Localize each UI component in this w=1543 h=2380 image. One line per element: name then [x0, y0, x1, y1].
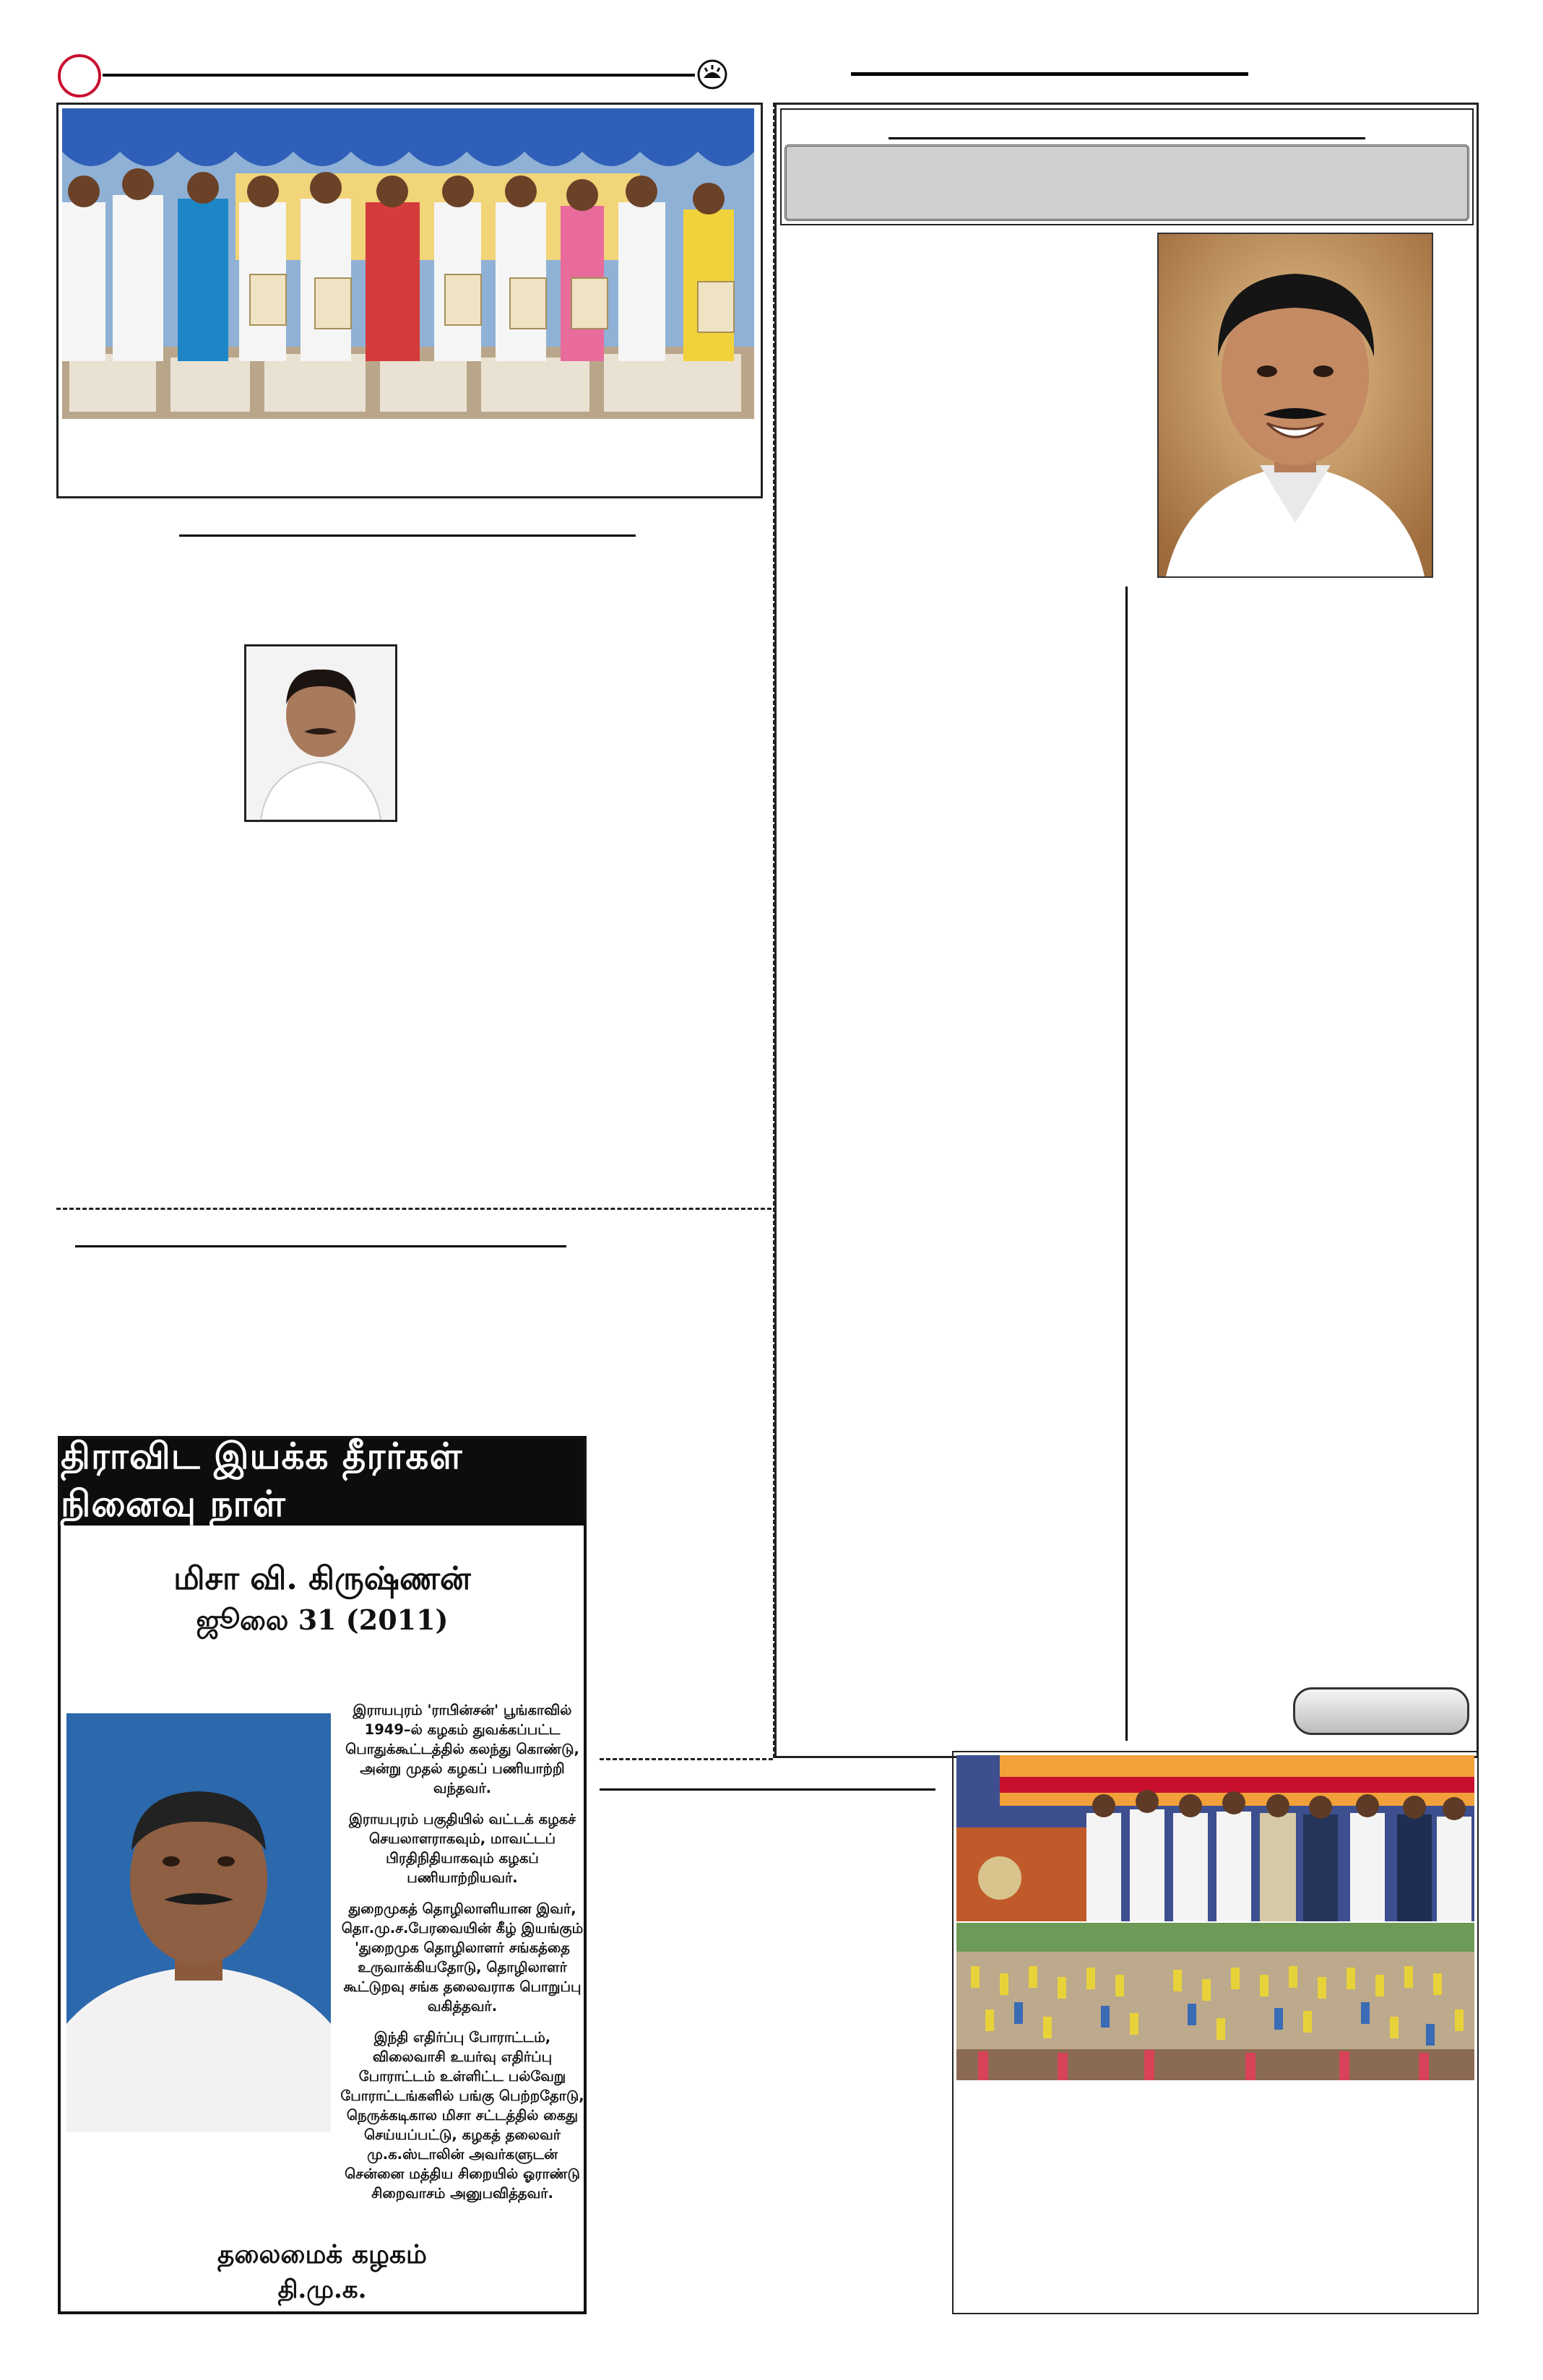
masthead-rule-right [851, 72, 1248, 76]
memorial-bio-paragraph: இராயபுரம் 'ராபின்சன்' பூங்காவில் 1949–ல் கழகம் துவக்கப்பட்ட பொதுக்கூட்டத்தில் கலந்து கொண்டு, அன்று முதல் கழகப் பணியாற்றி வந்தவர். [345, 1702, 579, 1796]
school-uniform-distribution-photo [62, 108, 754, 419]
right-kicker-rule [889, 137, 1365, 139]
bottom-story-headline-rule [600, 1788, 935, 1791]
continued-badge [1293, 1687, 1469, 1735]
memorial-date: ஜூலை 31 (2011) [196, 1604, 449, 1636]
book-of-records-event-photo [956, 1755, 1474, 1921]
memorial-biography [338, 1700, 587, 2215]
second-story-headline-rule [75, 1245, 566, 1247]
memorial-footer-org: தலைமைக் கழகம் [217, 2239, 427, 2269]
rising-sun-emblem-icon [697, 59, 727, 90]
memorial-bio-paragraph: இராயபுரம் பகுதியில் வட்டக் கழகச் செயலாளராகவும், மாவட்டப் பிரதிநிதியாகவும் கழகப் பணியாற்றியவர். [348, 1811, 576, 1886]
memorial-title: திராவிட இயக்க தீரர்கள் நினைவு நாள் [61, 1439, 584, 1526]
official-portrait-photo [244, 644, 397, 822]
memorial-advert [58, 1436, 587, 2314]
page-number-circle [58, 54, 101, 98]
memorial-bio-paragraph: துறைமுகத் தொழிலாளியான இவர், தொ.மு.ச.பேரவையின் கீழ் இயங்கும் 'துறைமுக தொழிலாளர் சங்கத்தை உருவாக்கியதோடு, தொழிலாளர் கூட்டுறவு சங்க தலைவராக பொறுப்பு வகித்தவர். [341, 1900, 584, 2015]
masthead-rule-left [103, 74, 695, 77]
right-inner-column-rule [1125, 587, 1128, 1741]
memorial-person-name: மிசா வி. கிருஷ்ணன் [173, 1560, 471, 1597]
left-section-separator [56, 1208, 772, 1210]
right-headline-banner [785, 144, 1469, 221]
chief-minister-portrait-photo [1157, 233, 1433, 578]
memorial-portrait-photo [66, 1713, 331, 2132]
memorial-footer-party: தி.மு.க. [277, 2275, 367, 2304]
bottom-middle-separator [600, 1758, 773, 1760]
memorial-bio-paragraph: இந்தி எதிர்ப்பு போராட்டம், விலைவாசி உயர்வு எதிர்ப்பு போராட்டம் உள்ளிட்ட பல்வேறு போராட்டங்களில் பங்கு பெற்றதோடு, நெருக்கடிகால மிசா சட்டத்தில் கைது செய்யப்பட்டு, கழகத் தலைவர் மு.க.ஸ்டாலின் அவர்களுடன் சென்னை மத்திய சிறையில் ஓராண்டு சிறைவாசம் அனுபவித்தவர். [340, 2029, 584, 2202]
left-headline-rule [179, 535, 636, 537]
students-mass-exercise-photo [956, 1923, 1474, 2080]
